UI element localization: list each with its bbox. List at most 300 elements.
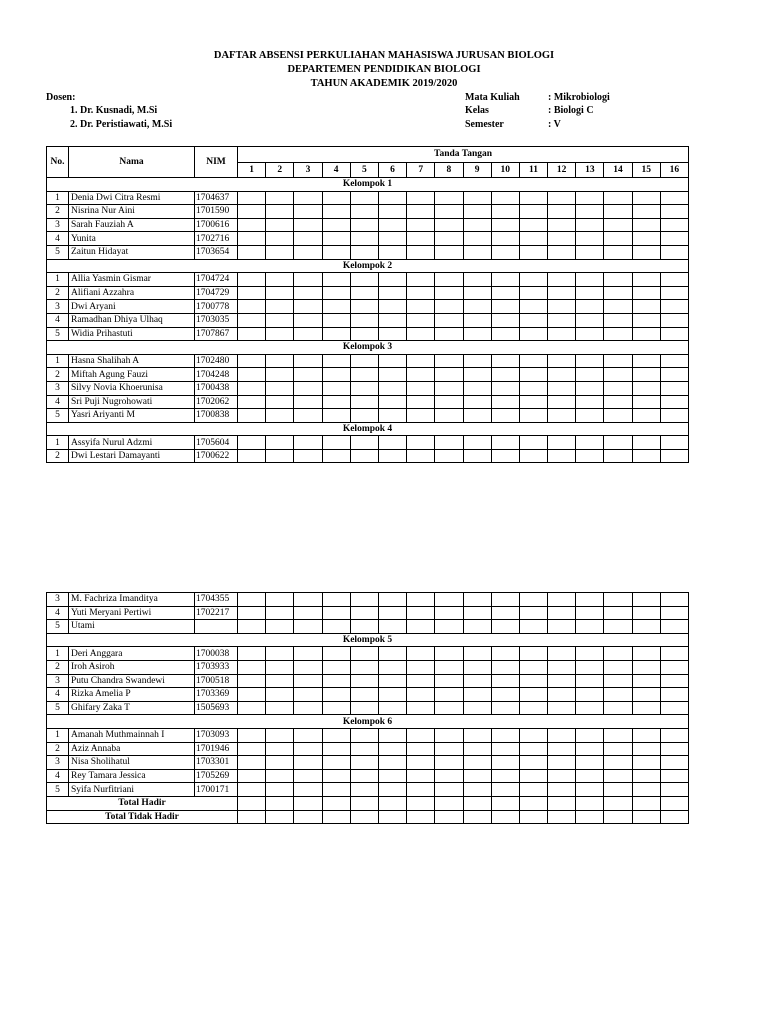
signature-cell[interactable] (604, 300, 632, 314)
signature-cell[interactable] (435, 756, 463, 770)
signature-cell[interactable] (238, 728, 266, 742)
signature-cell[interactable] (322, 660, 350, 674)
signature-cell[interactable] (294, 674, 322, 688)
signature-cell[interactable] (266, 756, 294, 770)
signature-cell[interactable] (519, 593, 547, 607)
signature-cell[interactable] (435, 436, 463, 450)
signature-cell[interactable] (491, 218, 519, 232)
signature-cell[interactable] (407, 313, 435, 327)
signature-cell[interactable] (519, 701, 547, 715)
signature-cell[interactable] (435, 245, 463, 259)
signature-cell[interactable] (548, 436, 576, 450)
signature-cell[interactable] (266, 606, 294, 620)
signature-cell[interactable] (350, 395, 378, 409)
signature-cell[interactable] (407, 660, 435, 674)
signature-cell[interactable] (576, 756, 604, 770)
signature-cell[interactable] (632, 436, 660, 450)
signature-cell[interactable] (435, 218, 463, 232)
signature-cell[interactable] (350, 327, 378, 341)
signature-cell[interactable] (435, 273, 463, 287)
signature-cell[interactable] (548, 218, 576, 232)
signature-cell[interactable] (548, 273, 576, 287)
signature-cell[interactable] (519, 688, 547, 702)
signature-cell[interactable] (548, 606, 576, 620)
signature-cell[interactable] (660, 191, 688, 205)
signature-cell[interactable] (294, 606, 322, 620)
signature-cell[interactable] (238, 327, 266, 341)
signature-cell[interactable] (519, 218, 547, 232)
signature-cell[interactable] (322, 327, 350, 341)
signature-cell[interactable] (266, 232, 294, 246)
signature-cell[interactable] (548, 769, 576, 783)
signature-cell[interactable] (266, 449, 294, 463)
signature-cell[interactable] (378, 742, 406, 756)
signature-cell[interactable] (519, 409, 547, 423)
signature-cell[interactable] (238, 783, 266, 797)
signature-cell[interactable] (604, 381, 632, 395)
signature-cell[interactable] (548, 368, 576, 382)
signature-cell[interactable] (576, 286, 604, 300)
signature-cell[interactable] (632, 368, 660, 382)
signature-cell[interactable] (378, 783, 406, 797)
signature-cell[interactable] (266, 354, 294, 368)
signature-cell[interactable] (322, 409, 350, 423)
signature-cell[interactable] (266, 742, 294, 756)
signature-cell[interactable] (463, 409, 491, 423)
signature-cell[interactable] (519, 381, 547, 395)
signature-cell[interactable] (519, 327, 547, 341)
signature-cell[interactable] (632, 756, 660, 770)
signature-cell[interactable] (238, 449, 266, 463)
signature-cell[interactable] (519, 232, 547, 246)
signature-cell[interactable] (322, 756, 350, 770)
signature-cell[interactable] (266, 783, 294, 797)
signature-cell[interactable] (463, 742, 491, 756)
signature-cell[interactable] (407, 286, 435, 300)
signature-cell[interactable] (519, 205, 547, 219)
signature-cell[interactable] (378, 620, 406, 634)
signature-cell[interactable] (604, 205, 632, 219)
signature-cell[interactable] (350, 286, 378, 300)
signature-cell[interactable] (266, 381, 294, 395)
signature-cell[interactable] (294, 381, 322, 395)
signature-cell[interactable] (491, 354, 519, 368)
signature-cell[interactable] (491, 728, 519, 742)
signature-cell[interactable] (266, 300, 294, 314)
signature-cell[interactable] (660, 409, 688, 423)
signature-cell[interactable] (238, 688, 266, 702)
signature-cell[interactable] (378, 436, 406, 450)
signature-cell[interactable] (632, 620, 660, 634)
signature-cell[interactable] (548, 395, 576, 409)
signature-cell[interactable] (604, 436, 632, 450)
signature-cell[interactable] (604, 674, 632, 688)
signature-cell[interactable] (491, 660, 519, 674)
signature-cell[interactable] (407, 436, 435, 450)
signature-cell[interactable] (266, 436, 294, 450)
signature-cell[interactable] (378, 300, 406, 314)
signature-cell[interactable] (548, 409, 576, 423)
signature-cell[interactable] (350, 300, 378, 314)
signature-cell[interactable] (238, 354, 266, 368)
signature-cell[interactable] (519, 313, 547, 327)
signature-cell[interactable] (548, 742, 576, 756)
signature-cell[interactable] (238, 381, 266, 395)
signature-cell[interactable] (519, 354, 547, 368)
signature-cell[interactable] (491, 769, 519, 783)
signature-cell[interactable] (660, 769, 688, 783)
signature-cell[interactable] (378, 449, 406, 463)
signature-cell[interactable] (463, 313, 491, 327)
signature-cell[interactable] (576, 606, 604, 620)
signature-cell[interactable] (238, 191, 266, 205)
signature-cell[interactable] (266, 218, 294, 232)
signature-cell[interactable] (660, 381, 688, 395)
signature-cell[interactable] (266, 409, 294, 423)
signature-cell[interactable] (378, 647, 406, 661)
signature-cell[interactable] (660, 742, 688, 756)
signature-cell[interactable] (407, 218, 435, 232)
signature-cell[interactable] (491, 742, 519, 756)
signature-cell[interactable] (660, 327, 688, 341)
signature-cell[interactable] (378, 728, 406, 742)
signature-cell[interactable] (407, 674, 435, 688)
signature-cell[interactable] (660, 436, 688, 450)
signature-cell[interactable] (548, 191, 576, 205)
signature-cell[interactable] (378, 395, 406, 409)
signature-cell[interactable] (491, 449, 519, 463)
signature-cell[interactable] (463, 205, 491, 219)
signature-cell[interactable] (378, 205, 406, 219)
signature-cell[interactable] (632, 409, 660, 423)
signature-cell[interactable] (576, 218, 604, 232)
signature-cell[interactable] (463, 273, 491, 287)
signature-cell[interactable] (660, 593, 688, 607)
signature-cell[interactable] (604, 286, 632, 300)
signature-cell[interactable] (632, 660, 660, 674)
signature-cell[interactable] (435, 381, 463, 395)
signature-cell[interactable] (576, 313, 604, 327)
signature-cell[interactable] (604, 218, 632, 232)
signature-cell[interactable] (266, 769, 294, 783)
signature-cell[interactable] (548, 728, 576, 742)
signature-cell[interactable] (463, 232, 491, 246)
signature-cell[interactable] (238, 368, 266, 382)
signature-cell[interactable] (435, 354, 463, 368)
signature-cell[interactable] (660, 273, 688, 287)
signature-cell[interactable] (632, 218, 660, 232)
signature-cell[interactable] (548, 381, 576, 395)
signature-cell[interactable] (604, 409, 632, 423)
signature-cell[interactable] (576, 327, 604, 341)
signature-cell[interactable] (604, 769, 632, 783)
signature-cell[interactable] (378, 674, 406, 688)
signature-cell[interactable] (519, 300, 547, 314)
signature-cell[interactable] (463, 606, 491, 620)
signature-cell[interactable] (350, 205, 378, 219)
signature-cell[interactable] (519, 286, 547, 300)
signature-cell[interactable] (350, 354, 378, 368)
signature-cell[interactable] (604, 783, 632, 797)
signature-cell[interactable] (463, 381, 491, 395)
signature-cell[interactable] (238, 769, 266, 783)
signature-cell[interactable] (660, 218, 688, 232)
signature-cell[interactable] (238, 232, 266, 246)
signature-cell[interactable] (463, 593, 491, 607)
signature-cell[interactable] (463, 354, 491, 368)
signature-cell[interactable] (576, 232, 604, 246)
signature-cell[interactable] (604, 191, 632, 205)
signature-cell[interactable] (632, 674, 660, 688)
signature-cell[interactable] (407, 232, 435, 246)
signature-cell[interactable] (294, 313, 322, 327)
signature-cell[interactable] (350, 436, 378, 450)
signature-cell[interactable] (407, 300, 435, 314)
signature-cell[interactable] (294, 701, 322, 715)
signature-cell[interactable] (491, 647, 519, 661)
signature-cell[interactable] (463, 395, 491, 409)
signature-cell[interactable] (378, 769, 406, 783)
signature-cell[interactable] (350, 218, 378, 232)
signature-cell[interactable] (322, 436, 350, 450)
signature-cell[interactable] (463, 368, 491, 382)
signature-cell[interactable] (632, 449, 660, 463)
signature-cell[interactable] (322, 395, 350, 409)
signature-cell[interactable] (378, 245, 406, 259)
signature-cell[interactable] (322, 191, 350, 205)
signature-cell[interactable] (548, 620, 576, 634)
signature-cell[interactable] (266, 327, 294, 341)
signature-cell[interactable] (378, 313, 406, 327)
signature-cell[interactable] (604, 756, 632, 770)
signature-cell[interactable] (266, 674, 294, 688)
signature-cell[interactable] (322, 620, 350, 634)
signature-cell[interactable] (435, 783, 463, 797)
signature-cell[interactable] (350, 647, 378, 661)
signature-cell[interactable] (350, 245, 378, 259)
signature-cell[interactable] (576, 395, 604, 409)
signature-cell[interactable] (350, 593, 378, 607)
signature-cell[interactable] (238, 205, 266, 219)
signature-cell[interactable] (491, 688, 519, 702)
signature-cell[interactable] (238, 436, 266, 450)
signature-cell[interactable] (238, 742, 266, 756)
signature-cell[interactable] (548, 674, 576, 688)
signature-cell[interactable] (604, 647, 632, 661)
signature-cell[interactable] (632, 381, 660, 395)
signature-cell[interactable] (519, 449, 547, 463)
signature-cell[interactable] (407, 381, 435, 395)
signature-cell[interactable] (350, 449, 378, 463)
signature-cell[interactable] (576, 205, 604, 219)
signature-cell[interactable] (294, 409, 322, 423)
signature-cell[interactable] (576, 769, 604, 783)
signature-cell[interactable] (548, 593, 576, 607)
signature-cell[interactable] (463, 449, 491, 463)
signature-cell[interactable] (378, 232, 406, 246)
signature-cell[interactable] (407, 606, 435, 620)
signature-cell[interactable] (350, 313, 378, 327)
signature-cell[interactable] (238, 409, 266, 423)
signature-cell[interactable] (632, 191, 660, 205)
signature-cell[interactable] (463, 674, 491, 688)
signature-cell[interactable] (294, 205, 322, 219)
signature-cell[interactable] (435, 728, 463, 742)
signature-cell[interactable] (266, 395, 294, 409)
signature-cell[interactable] (238, 620, 266, 634)
signature-cell[interactable] (519, 647, 547, 661)
signature-cell[interactable] (435, 701, 463, 715)
signature-cell[interactable] (266, 660, 294, 674)
signature-cell[interactable] (322, 286, 350, 300)
signature-cell[interactable] (238, 286, 266, 300)
signature-cell[interactable] (378, 273, 406, 287)
signature-cell[interactable] (266, 688, 294, 702)
signature-cell[interactable] (491, 409, 519, 423)
signature-cell[interactable] (463, 300, 491, 314)
signature-cell[interactable] (350, 409, 378, 423)
signature-cell[interactable] (238, 606, 266, 620)
signature-cell[interactable] (660, 756, 688, 770)
signature-cell[interactable] (604, 593, 632, 607)
signature-cell[interactable] (491, 205, 519, 219)
signature-cell[interactable] (378, 381, 406, 395)
signature-cell[interactable] (491, 245, 519, 259)
signature-cell[interactable] (491, 756, 519, 770)
signature-cell[interactable] (548, 245, 576, 259)
signature-cell[interactable] (491, 232, 519, 246)
signature-cell[interactable] (350, 783, 378, 797)
signature-cell[interactable] (548, 286, 576, 300)
signature-cell[interactable] (294, 436, 322, 450)
signature-cell[interactable] (322, 688, 350, 702)
signature-cell[interactable] (294, 395, 322, 409)
signature-cell[interactable] (322, 701, 350, 715)
signature-cell[interactable] (604, 606, 632, 620)
signature-cell[interactable] (660, 232, 688, 246)
signature-cell[interactable] (266, 368, 294, 382)
signature-cell[interactable] (632, 313, 660, 327)
signature-cell[interactable] (576, 245, 604, 259)
signature-cell[interactable] (407, 593, 435, 607)
signature-cell[interactable] (576, 354, 604, 368)
signature-cell[interactable] (266, 701, 294, 715)
signature-cell[interactable] (435, 742, 463, 756)
signature-cell[interactable] (322, 449, 350, 463)
signature-cell[interactable] (266, 286, 294, 300)
signature-cell[interactable] (294, 191, 322, 205)
signature-cell[interactable] (548, 701, 576, 715)
signature-cell[interactable] (294, 593, 322, 607)
signature-cell[interactable] (548, 688, 576, 702)
signature-cell[interactable] (463, 783, 491, 797)
signature-cell[interactable] (632, 647, 660, 661)
signature-cell[interactable] (463, 647, 491, 661)
signature-cell[interactable] (322, 354, 350, 368)
signature-cell[interactable] (548, 327, 576, 341)
signature-cell[interactable] (378, 756, 406, 770)
signature-cell[interactable] (632, 354, 660, 368)
signature-cell[interactable] (322, 769, 350, 783)
signature-cell[interactable] (632, 273, 660, 287)
signature-cell[interactable] (266, 313, 294, 327)
signature-cell[interactable] (407, 769, 435, 783)
signature-cell[interactable] (491, 783, 519, 797)
signature-cell[interactable] (660, 606, 688, 620)
signature-cell[interactable] (604, 742, 632, 756)
signature-cell[interactable] (435, 395, 463, 409)
signature-cell[interactable] (294, 647, 322, 661)
signature-cell[interactable] (491, 606, 519, 620)
signature-cell[interactable] (632, 688, 660, 702)
signature-cell[interactable] (294, 354, 322, 368)
signature-cell[interactable] (660, 647, 688, 661)
signature-cell[interactable] (660, 674, 688, 688)
signature-cell[interactable] (435, 593, 463, 607)
signature-cell[interactable] (407, 368, 435, 382)
signature-cell[interactable] (407, 756, 435, 770)
signature-cell[interactable] (491, 368, 519, 382)
signature-cell[interactable] (350, 191, 378, 205)
signature-cell[interactable] (294, 742, 322, 756)
signature-cell[interactable] (660, 354, 688, 368)
signature-cell[interactable] (350, 701, 378, 715)
signature-cell[interactable] (519, 436, 547, 450)
signature-cell[interactable] (491, 395, 519, 409)
signature-cell[interactable] (435, 647, 463, 661)
signature-cell[interactable] (238, 756, 266, 770)
signature-cell[interactable] (576, 620, 604, 634)
signature-cell[interactable] (576, 273, 604, 287)
signature-cell[interactable] (632, 701, 660, 715)
signature-cell[interactable] (435, 286, 463, 300)
signature-cell[interactable] (350, 756, 378, 770)
signature-cell[interactable] (435, 232, 463, 246)
signature-cell[interactable] (435, 191, 463, 205)
signature-cell[interactable] (491, 593, 519, 607)
signature-cell[interactable] (576, 436, 604, 450)
signature-cell[interactable] (632, 327, 660, 341)
signature-cell[interactable] (407, 245, 435, 259)
signature-cell[interactable] (519, 273, 547, 287)
signature-cell[interactable] (322, 674, 350, 688)
signature-cell[interactable] (238, 313, 266, 327)
signature-cell[interactable] (378, 606, 406, 620)
signature-cell[interactable] (519, 606, 547, 620)
signature-cell[interactable] (519, 728, 547, 742)
signature-cell[interactable] (350, 769, 378, 783)
signature-cell[interactable] (491, 620, 519, 634)
signature-cell[interactable] (378, 660, 406, 674)
signature-cell[interactable] (407, 783, 435, 797)
signature-cell[interactable] (463, 327, 491, 341)
signature-cell[interactable] (576, 381, 604, 395)
signature-cell[interactable] (463, 756, 491, 770)
signature-cell[interactable] (463, 620, 491, 634)
signature-cell[interactable] (350, 232, 378, 246)
signature-cell[interactable] (548, 313, 576, 327)
signature-cell[interactable] (491, 313, 519, 327)
signature-cell[interactable] (604, 728, 632, 742)
signature-cell[interactable] (660, 395, 688, 409)
signature-cell[interactable] (604, 395, 632, 409)
signature-cell[interactable] (632, 286, 660, 300)
signature-cell[interactable] (660, 701, 688, 715)
signature-cell[interactable] (350, 368, 378, 382)
signature-cell[interactable] (378, 701, 406, 715)
signature-cell[interactable] (632, 769, 660, 783)
signature-cell[interactable] (519, 674, 547, 688)
